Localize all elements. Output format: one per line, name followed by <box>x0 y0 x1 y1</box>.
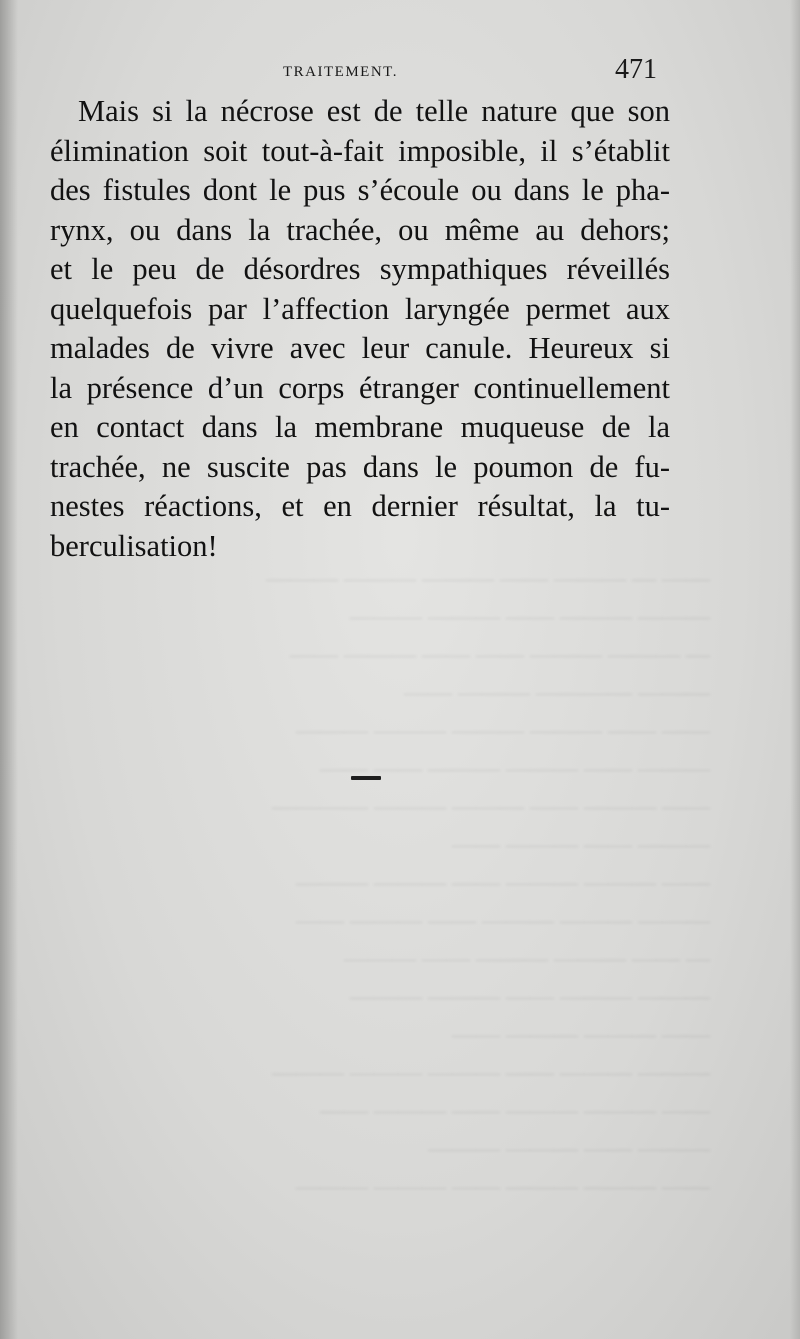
edge-shadow <box>790 0 800 1339</box>
text-line: élimination soit tout-à-fait imposible, il s’établit <box>50 133 670 168</box>
section-end-rule <box>351 776 381 780</box>
text-line: en contact dans la membrane muqueuse de la <box>50 410 670 444</box>
text-line: malades de vivre avec leur canule. Heureux si <box>50 331 670 365</box>
text-line: rynx, ou dans la trachée, ou même au dehors; <box>50 212 670 247</box>
text-line: nestes réactions, et en dernier résultat, la tu- <box>50 489 670 523</box>
page-number: 471 <box>615 54 657 85</box>
text-line: des fistules dont le pus s’écoule ou dans le pha- <box>50 173 670 207</box>
body-paragraph <box>50 92 670 566</box>
text-line: Mais si la nécrose est de telle nature que son <box>78 94 670 128</box>
text-line: la présence d’un corps étranger continuellement <box>50 370 670 405</box>
running-head <box>50 54 670 90</box>
text-line: berculisation! <box>50 528 218 563</box>
text-line: et le peu de désordres sympathiques réveillés <box>50 252 670 286</box>
text-line: quelquefois par l’affection laryngée permet aux <box>50 291 670 326</box>
running-title: TRAITEMENT. <box>283 64 398 80</box>
text-line: trachée, ne suscite pas dans le poumon de fu- <box>50 449 670 484</box>
show-through-text: —— — ——— —— ——— ——— ——— ——— ——— —— ——— ——— — ——— ——— —— —— ——— —— ——— ———— ——— —— —— —— ——— ——— ——— ——— ——— —— ——— ——— —— —— —— ——— —— ——— ——— ———— ——— —— ——— —— —— ——— ——— —— ——— ——— ——— ——— ——— —— ——— —— — —— ——— ——— —— ——— ——— ——— —— ——— ——— —— ——— ——— —— ——— ——— —— ——— ——— ——— —— ——— ——— —— ——— —— ——— —— ——— ——— —— ——— ——— —— ——— ——— <box>266 566 710 1200</box>
spine-shadow <box>0 0 18 1339</box>
